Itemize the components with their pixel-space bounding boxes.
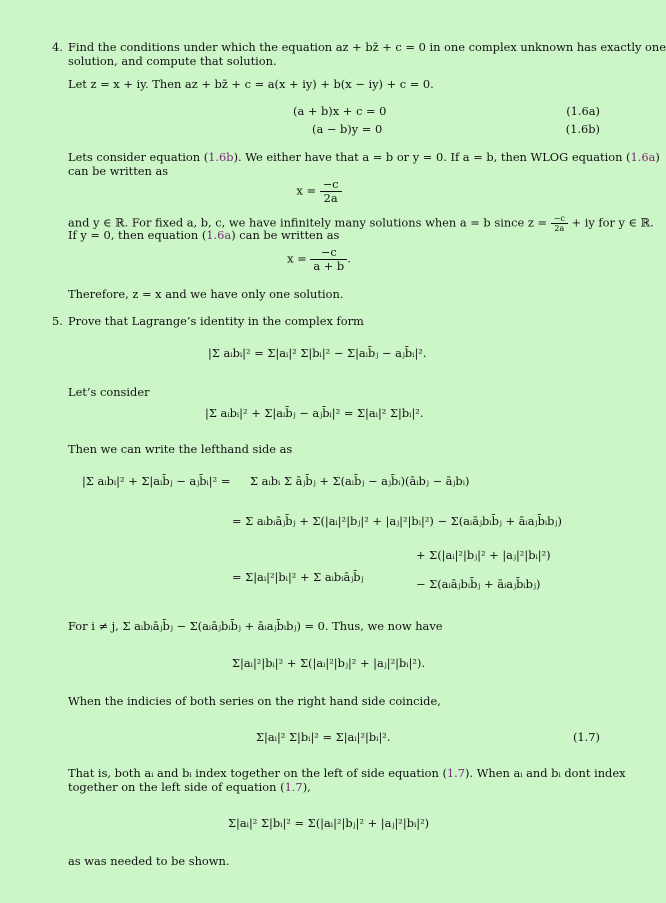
expansion-row4: = Σ|aᵢ|²|bᵢ|² + Σ aᵢbᵢāⱼb̄ⱼ (232, 570, 364, 584)
equation-1-7: Σ|aᵢ|² Σ|bᵢ|² = Σ|aᵢ|²|bᵢ|². (256, 730, 391, 744)
lefthand-line: Then we can write the lefthand side as (68, 442, 293, 456)
problem-4-line1: Find the conditions under which the equation az + bz̄ + c = 0 in one complex unknown has exactly one (68, 40, 666, 54)
for-i-neq-j-line: For i ≠ j, Σ aᵢbᵢāⱼb̄ⱼ − Σ(aᵢāⱼbᵢb̄ⱼ + āᵢaⱼb̄ᵢbⱼ) = 0. Thus, we now have (68, 619, 443, 633)
equation-1-7-number: (1.7) (572, 730, 600, 744)
fraction: $\frac{-c}{a + b}$ (310, 246, 347, 273)
indicies-line: When the indicies of both series on the right hand side coincide, (68, 694, 441, 708)
lagrange-identity-equation: |Σ aᵢbᵢ|² = Σ|aᵢ|² Σ|bᵢ|² − Σ|aᵢb̄ⱼ − aⱼb̄ᵢ|². (208, 346, 427, 360)
reference-1-7-second[interactable]: 1.7 (284, 780, 303, 794)
expansion-row1-rhs: Σ aᵢbᵢ Σ āⱼb̄ⱼ + Σ(aᵢb̄ⱼ − aⱼb̄ᵢ)(āᵢbⱼ − āⱼbᵢ) (250, 474, 470, 488)
equation-1-6b: (a − b)y = 0 (312, 122, 383, 136)
equation-1-6a-number: (1.6a) (566, 104, 600, 118)
reference-1-6a[interactable]: 1.6a (630, 150, 656, 164)
and-paragraph-line2: If y = 0, then equation (1.6a) can be written as (68, 228, 340, 242)
expansion-row3: + Σ(|aᵢ|²|bⱼ|² + |aⱼ|²|bᵢ|²) (416, 548, 551, 562)
and-paragraph-line1: and y ∈ ℝ. For fixed a, b, c, we have infinitely many solutions when a = b since z = $\frac{-c}{2a}$ + iy for y ∈ ℝ. (68, 214, 654, 233)
equation-1-6b-number: (1.6b) (565, 122, 600, 136)
equation-x-over-a-plus-b: x = $\frac{-c}{a + b}$ . (287, 245, 351, 273)
reference-1-6b[interactable]: 1.6b (208, 150, 234, 164)
together-line: together on the left side of equation (1.7), (68, 780, 311, 794)
reference-1-6a-second[interactable]: 1.6a (206, 228, 232, 242)
reference-1-7[interactable]: 1.7 (446, 766, 466, 780)
expansion-row1-lhs: |Σ aᵢbᵢ|² + Σ|aᵢb̄ⱼ − aⱼb̄ᵢ|² = (82, 474, 231, 488)
fraction: $\frac{-c}{2a}$ (320, 178, 342, 205)
that-is-line: That is, both aᵢ and bᵢ index together on the left of side equation (1.7). When aᵢ and bᵢ dont index (68, 766, 626, 780)
therefore-line: Therefore, z = x and we have only one solution. (68, 287, 344, 301)
final-equation: Σ|aᵢ|² Σ|bᵢ|² = Σ(|aᵢ|²|bⱼ|² + |aⱼ|²|bᵢ|²) (228, 816, 430, 830)
problem-4-number: 4. (52, 40, 63, 54)
inline-fraction: $\frac{-c}{2a}$ (551, 214, 568, 233)
consider-paragraph-line1: Lets consider equation (1.6b). We either have that a = b or y = 0. If a = b, then WLOG equation (1.6a) (68, 150, 660, 164)
lets-consider-line: Let’s consider (68, 385, 150, 399)
problem-5-line1: Prove that Lagrange’s identity in the complex form (68, 314, 364, 328)
equation-x-over-2a: x = $\frac{-c}{2a}$ (0, 178, 638, 205)
now-have-equation: Σ|aᵢ|²|bᵢ|² + Σ(|aᵢ|²|bⱼ|² + |aⱼ|²|bᵢ|²). (232, 656, 426, 670)
equation-1-6a: (a + b)x + c = 0 (293, 104, 387, 118)
problem-4-line2: solution, and compute that solution. (68, 54, 277, 68)
problem-4-let: Let z = x + iy. Then az + bz̄ + c = a(x + iy) + b(x − iy) + c = 0. (68, 77, 434, 91)
expansion-row2: = Σ aᵢbᵢāⱼb̄ⱼ + Σ(|aᵢ|²|bⱼ|² + |aⱼ|²|bᵢ|²) − Σ(aᵢāⱼbᵢb̄ⱼ + āᵢaⱼb̄ᵢbⱼ) (232, 514, 562, 528)
consider-paragraph-line2: can be written as (68, 164, 169, 178)
conclusion-line: as was needed to be shown. (68, 854, 230, 868)
expansion-row5: − Σ(aᵢāⱼbᵢb̄ⱼ + āᵢaⱼb̄ᵢbⱼ) (416, 577, 541, 591)
problem-5-number: 5. (52, 314, 63, 328)
consider-equation: |Σ aᵢbᵢ|² + Σ|aᵢb̄ⱼ − aⱼb̄ᵢ|² = Σ|aᵢ|² Σ|bᵢ|². (205, 406, 424, 420)
